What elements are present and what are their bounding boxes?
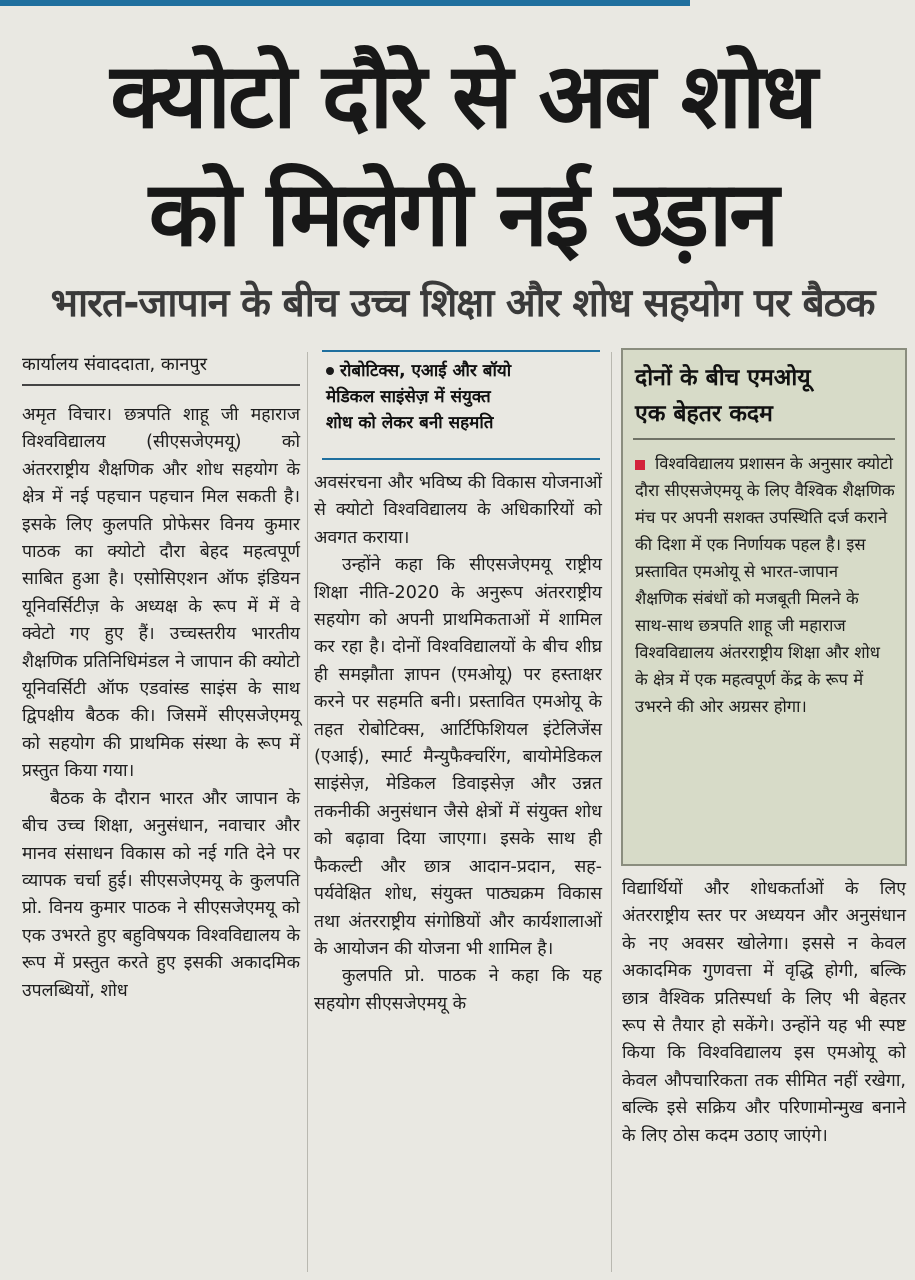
bullet-dot-icon	[326, 367, 334, 375]
article-column-3	[622, 876, 906, 1150]
article-paragraph: अमृत विचार। छत्रपति शाहू जी महाराज विश्वविद्यालय (सीएसजेएमयू) को अंतरराष्ट्रीय शैक्षणिक और शोध सहयोग के क्षेत्र में नई पहचान पहचान मिल सकती है। इसके लिए कुलपति प्रोफेसर विनय कुमार पाठक का क्योटो दौरा बेहद महत्वपूर्ण साबित हुआ है। एसोसिएशन ऑफ इंडियन यूनिवर्सिटीज़ के अध्यक्ष के रूप में में वे क्वेटो गए हुए हैं। उच्चस्तरीय भारतीय शैक्षणिक प्रतिनिधिमंडल ने जापान की क्योटो यूनिवर्सिटी ऑफ एडवांस्ड साइंस के साथ द्विपक्षीय बैठक की। जिसमें सीएसजेएमयू को सहयोग की प्राथमिक संस्था के रूप में प्रस्तुत किया गया।	[22, 405, 300, 782]
sidebar-rule	[633, 438, 895, 440]
article-paragraph: अवसंरचना और भविष्य की विकास योजनाओं से क्योटो विश्वविद्यालय के अधिकारियों को अवगत कराया।	[314, 473, 602, 548]
sidebar-body	[635, 450, 895, 720]
headline	[20, 38, 905, 274]
highlight-quote	[326, 358, 596, 436]
headline-line-1: क्योटो दौरे से अब शोध	[110, 44, 815, 149]
dateline-rule	[22, 384, 300, 386]
dateline: कार्यालय संवाददाता, कानपुर	[22, 354, 207, 375]
article-paragraph: कुलपति प्रो. पाठक ने कहा कि यह सहयोग सीएसजेएमयू के	[314, 966, 602, 1014]
sidebar-box	[621, 348, 907, 866]
highlight-rule-top	[322, 350, 600, 352]
highlight-line-3: शोध को लेकर बनी सहमति	[326, 413, 494, 433]
article-column-1	[22, 402, 300, 1005]
article-paragraph: विद्यार्थियों और शोधकर्ताओं के लिए अंतरराष्ट्रीय स्तर पर अध्ययन और अनुसंधान के नए अवसर खोलेगा। इससे न केवल अकादमिक गुणवत्ता में वृद्धि होगी, बल्कि छात्र वैश्विक प्रतिस्पर्धा के लिए भी बेहतर रूप से तैयार हो सकेंगे। उन्होंने यह भी स्पष्ट किया कि विश्वविद्यालय इस एमओयू को केवल औपचारिकता तक सीमित नहीं रखेगा, बल्कि इसे सक्रिय और परिणामोन्मुख बनाने के लिए ठोस कदम उठाए जाएंगे।	[622, 879, 906, 1146]
sidebar-title-line-2: एक बेहतर कदम	[635, 401, 773, 427]
column-divider	[307, 352, 308, 1272]
headline-line-2: को मिलेगी नई उड़ान	[148, 162, 777, 267]
highlight-line-1: रोबोटिक्स, एआई और बॉयो	[340, 361, 512, 381]
sidebar-text: विश्वविद्यालय प्रशासन के अनुसार क्योटो दौरा सीएसजेएमयू के लिए वैश्विक शैक्षणिक मंच पर अपनी सशक्त उपस्थिति दर्ज कराने की दिशा में एक निर्णायक पहल है। इस प्रस्तावित एमओयू से भारत-जापान शैक्षणिक संबंधों को मजबूती मिलने के साथ-साथ छत्रपति शाहू जी महाराज विश्वविद्यालय अंतरराष्ट्रीय शिक्षा और शोध के क्षेत्र में एक महत्वपूर्ण केंद्र के रूप में उभरने की ओर अग्रसर होगा।	[635, 454, 895, 716]
article-column-2	[314, 470, 602, 1018]
highlight-rule-bottom	[322, 458, 600, 460]
top-accent-line	[0, 0, 690, 6]
sidebar-title	[635, 360, 905, 432]
red-square-bullet-icon	[635, 460, 645, 470]
article-paragraph: उन्होंने कहा कि सीएसजेएमयू राष्ट्रीय शिक्षा नीति-2020 के अनुरूप अंतरराष्ट्रीय सहयोग को अपनी प्राथमिकताओं में शामिल कर रहा है। दोनों विश्वविद्यालयों के बीच शीघ्र ही समझौता ज्ञापन (एमओयू) पर हस्ताक्षर करने पर सहमति बनी। प्रस्तावित एमओयू के तहत रोबोटिक्स, आर्टिफिशियल इंटेलिजेंस (एआई), स्मार्ट मैन्युफैक्चरिंग, बायोमेडिकल साइंसेज़, मेडिकल डिवाइसेज़ और उन्नत तकनीकी अनुसंधान जैसे क्षेत्रों में संयुक्त शोध को बढ़ावा दिया जाएगा। इसके साथ ही फैकल्टी और छात्र आदान-प्रदान, सह-पर्यवेक्षित शोध, संयुक्त पाठ्यक्रम विकास तथा अंतरराष्ट्रीय संगोष्ठियों और कार्यशालाओं के आयोजन की योजना भी शामिल है।	[314, 555, 602, 959]
highlight-line-2: मेडिकल साइंसेज़ में संयुक्त	[326, 387, 491, 407]
sidebar-title-line-1: दोनों के बीच एमओयू	[635, 365, 811, 391]
subheadline: भारत-जापान के बीच उच्च शिक्षा और शोध सहयोग पर बैठक	[50, 281, 875, 326]
column-divider	[611, 352, 612, 1272]
article-paragraph: बैठक के दौरान भारत और जापान के बीच उच्च शिक्षा, अनुसंधान, नवाचार और मानव संसाधन विकास को नई गति देने पर व्यापक चर्चा हुई। सीएसजेएमयू के कुलपति प्रो. विनय कुमार पाठक ने सीएसजेएमयू को एक उभरते हुए बहुविषयक विश्वविद्यालय के रूप में प्रस्तुत करते हुए इसकी अकादमिक उपलब्धियों, शोध	[22, 788, 300, 1001]
